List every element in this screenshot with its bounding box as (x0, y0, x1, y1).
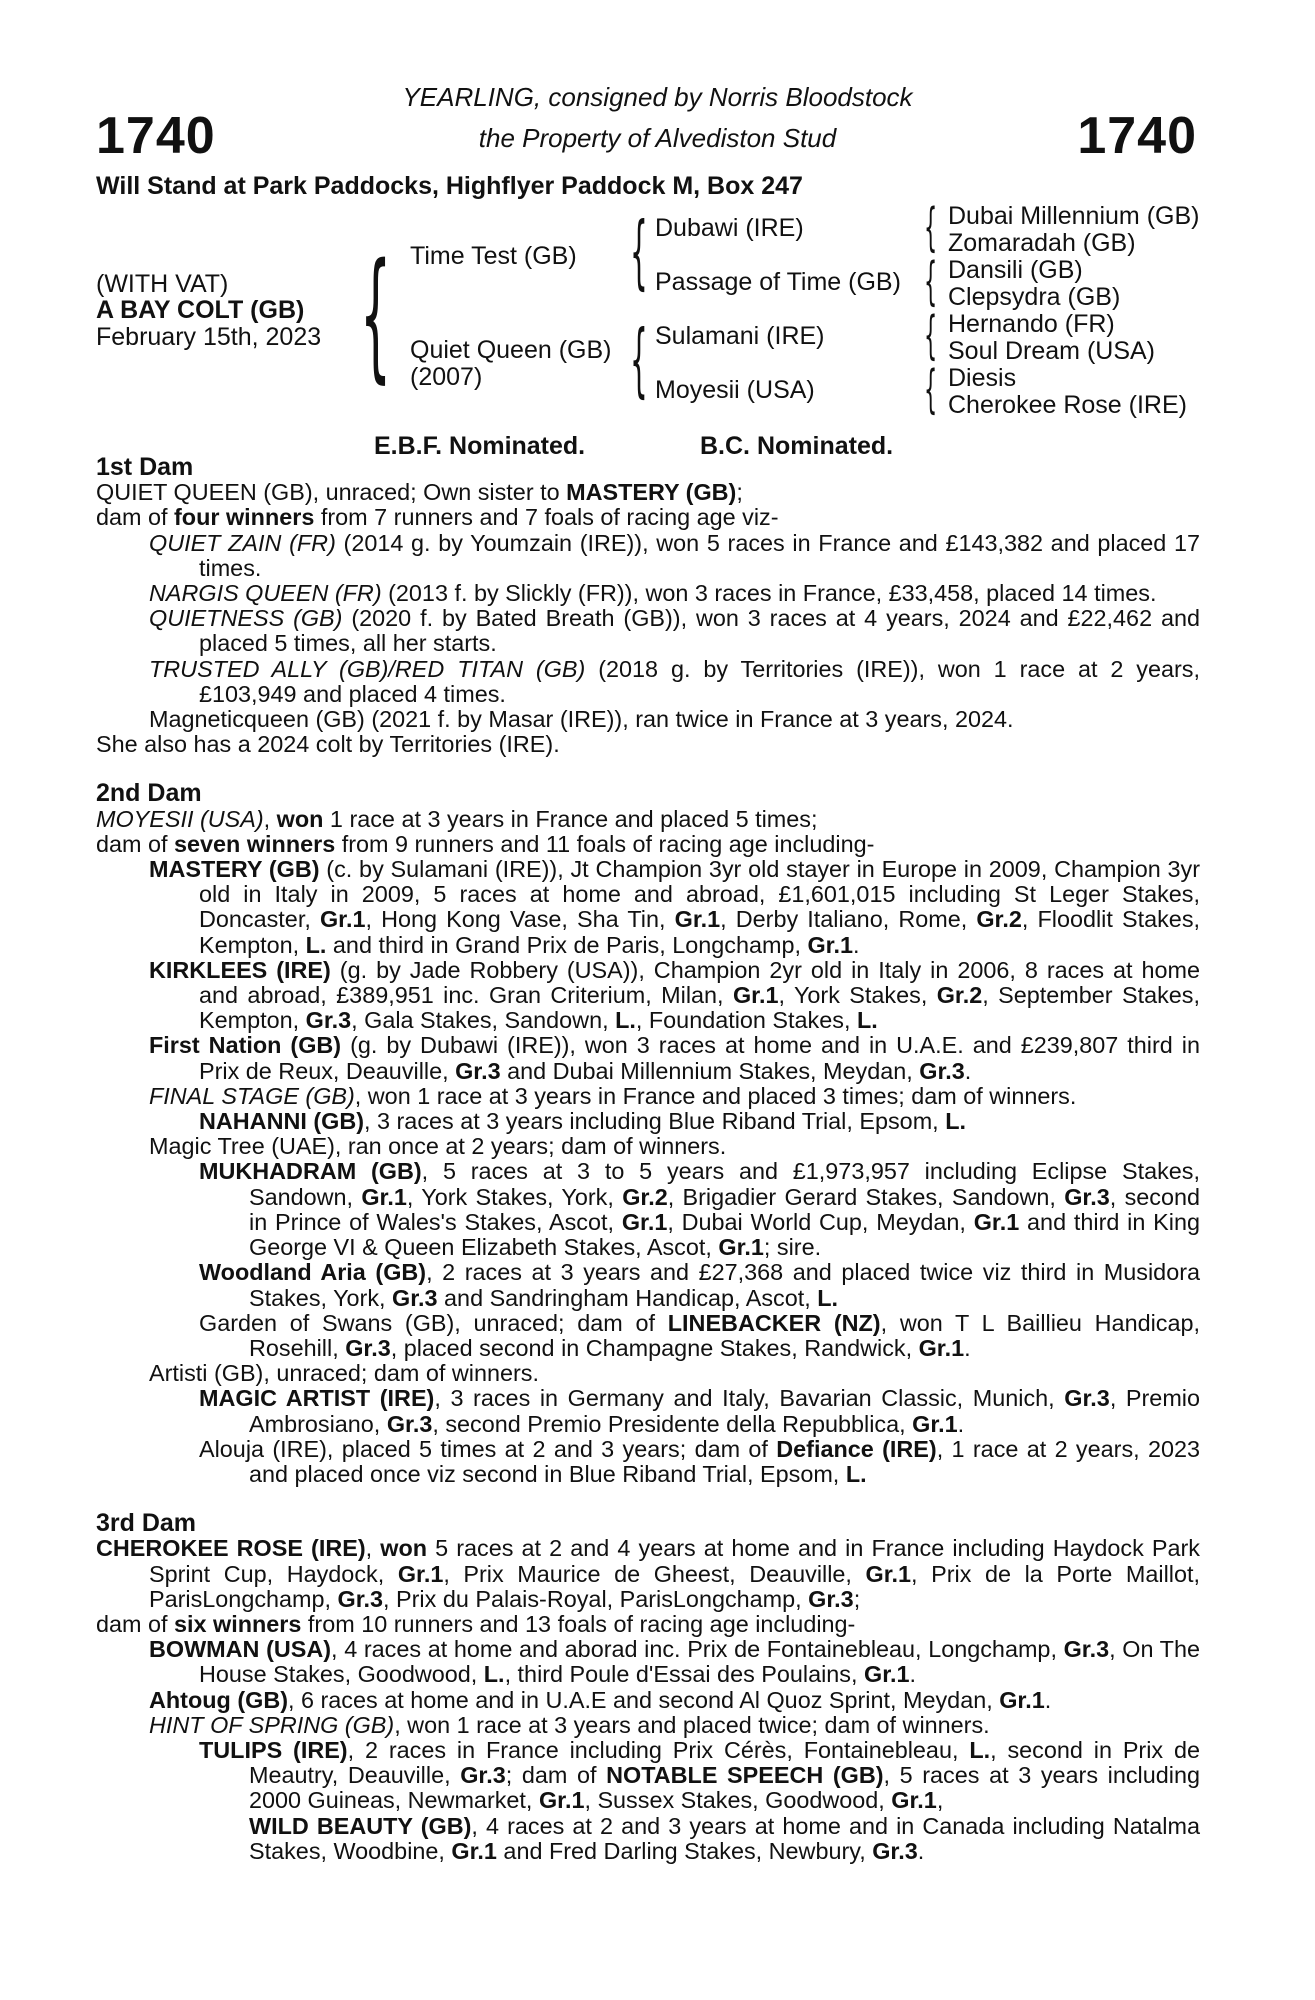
produce-first-nation: First Nation (GB) (g. by Dubawi (IRE)), won 3 races at home and in U.A.E. and £239,807 third in Prix de Reux, Deauville, Gr.3 and Dubai Millennium Stakes, Meydan, Gr.3. (149, 1032, 1200, 1084)
third-dam-heading: 3rd Dam (96, 1509, 197, 1538)
main-brace: { (360, 234, 392, 397)
dam: Quiet Queen (GB) (410, 336, 612, 364)
dam-sire: Sulamani (IRE) (655, 322, 825, 350)
dam-brace: { (630, 313, 648, 406)
g3-brace: { (924, 306, 938, 366)
produce-quietness: QUIETNESS (GB) (2020 f. by Bated Breath (GB)), won 3 races at 4 years, 2024 and £22,462 and placed 5 times, all her starts. (149, 605, 1200, 657)
produce-mukhadram: MUKHADRAM (GB), 5 races at 3 to 5 years and £1,973,957 including Eclipse Stakes, Sandown, Gr.1, York Stakes, York, Gr.2, Brigadier Gerard Stakes, Sandown, Gr.3, second in Prince of Wales's Stakes, Ascot, Gr.1, Dubai World Cup, Meydan, Gr.1 and third in King George VI & Queen Elizabeth Stakes, Ascot, Gr.1; sire. (199, 1158, 1201, 1261)
produce-hint-of-spring: HINT OF SPRING (GB), won 1 race at 3 years and placed twice; dam of winners. (149, 1711, 990, 1738)
produce-final-stage: FINAL STAGE (GB), won 1 race at 3 years in France and placed 3 times; dam of winners. (149, 1082, 1077, 1109)
sire: Time Test (GB) (410, 242, 577, 270)
g1-brace: { (924, 198, 938, 258)
ancestor-2: Zomaradah (GB) (948, 229, 1136, 257)
produce-ahtoug: Ahtoug (GB), 6 races at home and in U.A.E and second Al Quoz Sprint, Meydan, Gr.1. (149, 1686, 1052, 1713)
horse-name: A BAY COLT (GB) (96, 296, 305, 324)
dam-dam: Moyesii (USA) (655, 376, 815, 404)
sire-dam: Passage of Time (GB) (655, 268, 901, 296)
ancestor-7: Diesis (948, 364, 1017, 392)
produce-magic-artist: MAGIC ARTIST (IRE), 3 races in Germany and Italy, Bavarian Classic, Munich, Gr.3, Premio Ambrosiano, Gr.3, second Premio Presidente della Repubblica, Gr.1. (199, 1385, 1201, 1437)
third-dam-intro: CHEROKEE ROSE (IRE), won 5 races at 2 and 4 years at home and in France including Haydock Park Sprint Cup, Haydock, Gr.1, Prix Maurice de Gheest, Deauville, Gr.1, Prix de la Porte Maillot, ParisLongchamp, Gr.3, Prix du Palais-Royal, ParisLongchamp, Gr.3; (96, 1535, 1201, 1612)
consignor-line: YEARLING, consigned by Norris Bloodstock (402, 82, 913, 112)
catalogue-body (96, 455, 1200, 1864)
lot-number-right: 1740 (1077, 107, 1197, 165)
produce-magic-tree: Magic Tree (UAE), ran once at 2 years; dam of winners. (149, 1133, 727, 1160)
produce-quiet-zain: QUIET ZAIN (FR) (2014 g. by Youmzain (IRE)), won 5 races in France and £143,382 and placed 17 times. (149, 529, 1201, 581)
first-dam-heading: 1st Dam (96, 453, 194, 481)
third-dam-record: dam of six winners from 10 runners and 13 foals of racing age including- (96, 1610, 856, 1637)
g2-brace: { (924, 252, 938, 312)
produce-magneticqueen: Magneticqueen (GB) (2021 f. by Masar (IRE)), ran twice in France at 3 years, 2024. (149, 706, 1014, 733)
first-dam-intro: QUIET QUEEN (GB), unraced; Own sister to MASTERY (GB); (96, 479, 743, 506)
produce-woodland-aria: Woodland Aria (GB), 2 races at 3 years and £27,368 and placed twice viz third in Musidora Stakes, York, Gr.3 and Sandringham Handicap, Ascot, L. (199, 1259, 1200, 1311)
ancestor-6: Soul Dream (USA) (948, 337, 1155, 365)
produce-artisti: Artisti (GB), unraced; dam of winners. (149, 1360, 539, 1387)
produce-garden-of-swans: Garden of Swans (GB), unraced; dam of LINEBACKER (NZ), won T L Baillieu Handicap, Rosehill, Gr.3, placed second in Champagne Stakes, Randwick, Gr.1. (199, 1309, 1200, 1361)
g4-brace: { (924, 360, 938, 420)
sire-brace: { (630, 205, 648, 298)
produce-nahanni: NAHANNI (GB), 3 races at 3 years including Blue Riband Trial, Epsom, L. (199, 1108, 966, 1135)
dam-year: (2007) (410, 363, 483, 391)
bc-nomination: B.C. Nominated. (700, 432, 894, 460)
second-dam-intro: MOYESII (USA), won 1 race at 3 years in France and placed 5 times; (96, 805, 818, 832)
ancestor-5: Hernando (FR) (948, 310, 1115, 338)
ebf-nomination: E.B.F. Nominated. (374, 432, 586, 460)
produce-alouja: Alouja (IRE), placed 5 times at 2 and 3 years; dam of Defiance (IRE), 1 race at 2 years, 2023 and placed once viz second in Blue Riband Trial, Epsom, L. (199, 1435, 1201, 1487)
lot-number-left: 1740 (96, 107, 216, 165)
sire-sire: Dubawi (IRE) (655, 214, 804, 242)
first-dam-record: dam of four winners from 7 runners and 7 foals of racing age viz- (96, 504, 779, 531)
produce-tulips: TULIPS (IRE), 2 races in France including Prix Cérès, Fontainebleau, L., second in Prix de Meautry, Deauville, Gr.3; dam of NOTABLE SPEECH (GB), 5 races at 3 years including 2000 Guineas, Newmarket, Gr.1, Sussex Stakes, Goodwood, Gr.1, WILD BEAUTY (GB), 4 races at 2 and 3 years at home and in Canada including Natalma Stakes, Woodbine, Gr.1 and Fred Darling Stakes, Newbury, Gr.3. (199, 1736, 1200, 1864)
produce-nargis-queen: NARGIS QUEEN (FR) (2013 f. by Slickly (FR)), won 3 races in France, £33,458, placed 14 times. (149, 580, 1157, 607)
property-line: the Property of Alvediston Stud (478, 123, 837, 153)
foaling-date: February 15th, 2023 (96, 323, 322, 351)
second-dam-heading: 2nd Dam (96, 779, 202, 808)
produce-bowman: BOWMAN (USA), 4 races at home and aborad inc. Prix de Fontainebleau, Longchamp, Gr.3, On The House Stakes, Goodwood, L., third Poule d'Essai des Poulains, Gr.1. (149, 1636, 1200, 1688)
produce-kirklees: KIRKLEES (IRE) (g. by Jade Robbery (USA)), Champion 2yr old in Italy in 2006, 8 races at home and abroad, £389,951 inc. Gran Criterium, Milan, Gr.1, York Stakes, Gr.2, September Stakes, Kempton, Gr.3, Gala Stakes, Sandown, L., Foundation Stakes, L. (149, 956, 1200, 1034)
ancestor-1: Dubai Millennium (GB) (948, 202, 1200, 230)
ancestor-4: Clepsydra (GB) (948, 283, 1121, 311)
produce-trusted-ally: TRUSTED ALLY (GB)/RED TITAN (GB) (2018 g. by Territories (IRE)), won 1 race at 2 years, £103,949 and placed 4 times. (149, 655, 1201, 707)
produce-mastery: MASTERY (GB) (c. by Sulamani (IRE)), Jt Champion 3yr old stayer in Europe in 2009, Champion 3yr old in Italy in 2009, 5 races at home and abroad, £1,601,015 including St Leger Stakes, Doncaster, Gr.1, Hong Kong Vase, Sha Tin, Gr.1, Derby Italiano, Rome, Gr.2, Floodlit Stakes, Kempton, L. and third in Grand Prix de Paris, Longchamp, Gr.1. (149, 856, 1201, 958)
stand-location: Will Stand at Park Paddocks, Highflyer Paddock M, Box 247 (96, 172, 803, 200)
ancestor-8: Cherokee Rose (IRE) (948, 391, 1187, 419)
first-dam-closing: She also has a 2024 colt by Territories (IRE). (96, 731, 560, 758)
vat-label: (WITH VAT) (96, 270, 229, 298)
second-dam-record: dam of seven winners from 9 runners and 11 foals of racing age including- (96, 830, 875, 857)
ancestor-3: Dansili (GB) (948, 256, 1083, 284)
